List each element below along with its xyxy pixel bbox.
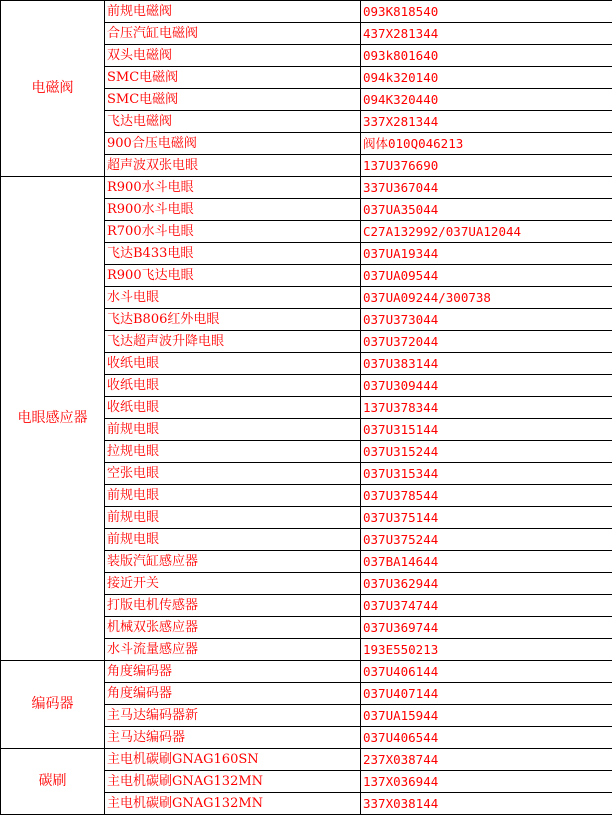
part-number-cell: 037U383144 xyxy=(361,353,612,375)
item-name-cell: R700水斗电眼 xyxy=(105,221,361,243)
part-number-cell: 037U378544 xyxy=(361,485,612,507)
item-name-cell: 角度编码器 xyxy=(105,661,361,683)
item-name-cell: 空张电眼 xyxy=(105,463,361,485)
part-number-cell: 093k801640 xyxy=(361,45,612,67)
item-name-cell: 收纸电眼 xyxy=(105,397,361,419)
part-number-cell: 037U407144 xyxy=(361,683,612,705)
item-name-cell: 飞达电磁阀 xyxy=(105,111,361,133)
part-number-cell: 037UA09544 xyxy=(361,265,612,287)
part-number-cell: 437X281344 xyxy=(361,23,612,45)
item-name-cell: 收纸电眼 xyxy=(105,375,361,397)
table-row xyxy=(1,661,612,683)
table-row xyxy=(1,749,612,771)
item-name-cell: 飞达超声波升降电眼 xyxy=(105,331,361,353)
item-name-cell: 超声波双张电眼 xyxy=(105,155,361,177)
part-number-cell: 037UA35044 xyxy=(361,199,612,221)
category-cell: 碳刷 xyxy=(1,749,105,815)
part-number-cell: 037U315344 xyxy=(361,463,612,485)
part-number-cell: 037U375144 xyxy=(361,507,612,529)
item-name-cell: 主马达编码器 xyxy=(105,727,361,749)
part-number-cell: 037U309444 xyxy=(361,375,612,397)
part-number-cell: 137X036944 xyxy=(361,771,612,793)
part-number-cell: 337U367044 xyxy=(361,177,612,199)
item-name-cell: 900合压电磁阀 xyxy=(105,133,361,155)
part-number-cell: 337X038144 xyxy=(361,793,612,815)
part-number-cell: 037U406144 xyxy=(361,661,612,683)
item-name-cell: 前规电眼 xyxy=(105,529,361,551)
item-name-cell: R900水斗电眼 xyxy=(105,199,361,221)
item-name-cell: 主电机碳刷GNAG132MN xyxy=(105,771,361,793)
parts-table-body xyxy=(1,1,612,815)
part-number-cell: 193E550213 xyxy=(361,639,612,661)
part-number-cell: 037U315144 xyxy=(361,419,612,441)
category-cell: 电磁阀 xyxy=(1,1,105,177)
item-name-cell: 前规电磁阀 xyxy=(105,1,361,23)
part-number-cell: 037UA09244/300738 xyxy=(361,287,612,309)
item-name-cell: 收纸电眼 xyxy=(105,353,361,375)
item-name-cell: 前规电眼 xyxy=(105,419,361,441)
part-number-cell: 037U375244 xyxy=(361,529,612,551)
item-name-cell: 合压汽缸电磁阀 xyxy=(105,23,361,45)
item-name-cell: 拉规电眼 xyxy=(105,441,361,463)
item-name-cell: 装版汽缸感应器 xyxy=(105,551,361,573)
item-name-cell: 接近开关 xyxy=(105,573,361,595)
part-number-cell: 093K818540 xyxy=(361,1,612,23)
item-name-cell: R900水斗电眼 xyxy=(105,177,361,199)
category-cell: 编码器 xyxy=(1,661,105,749)
item-name-cell: 机械双张感应器 xyxy=(105,617,361,639)
part-number-cell: 阀体010Q046213 xyxy=(361,133,612,155)
item-name-cell: 双头电磁阀 xyxy=(105,45,361,67)
item-name-cell: 前规电眼 xyxy=(105,485,361,507)
part-number-cell: 037UA15944 xyxy=(361,705,612,727)
part-number-cell: 037U373044 xyxy=(361,309,612,331)
item-name-cell: 角度编码器 xyxy=(105,683,361,705)
item-name-cell: SMC电磁阀 xyxy=(105,67,361,89)
item-name-cell: SMC电磁阀 xyxy=(105,89,361,111)
item-name-cell: 水斗电眼 xyxy=(105,287,361,309)
part-number-cell: 037U406544 xyxy=(361,727,612,749)
part-number-cell: 094k320140 xyxy=(361,67,612,89)
item-name-cell: 打版电机传感器 xyxy=(105,595,361,617)
part-number-cell: 037U374744 xyxy=(361,595,612,617)
part-number-cell: 094K320440 xyxy=(361,89,612,111)
part-number-cell: 037U369744 xyxy=(361,617,612,639)
item-name-cell: 主电机碳刷GNAG132MN xyxy=(105,793,361,815)
part-number-cell: 237X038744 xyxy=(361,749,612,771)
item-name-cell: 主电机碳刷GNAG160SN xyxy=(105,749,361,771)
part-number-cell: 037UA19344 xyxy=(361,243,612,265)
part-number-cell: 037U372044 xyxy=(361,331,612,353)
part-number-cell: 137U376690 xyxy=(361,155,612,177)
item-name-cell: 水斗流量感应器 xyxy=(105,639,361,661)
item-name-cell: 主马达编码器新 xyxy=(105,705,361,727)
item-name-cell: R900飞达电眼 xyxy=(105,265,361,287)
part-number-cell: C27A132992/037UA12044 xyxy=(361,221,612,243)
part-number-cell: 037BA14644 xyxy=(361,551,612,573)
category-cell: 电眼感应器 xyxy=(1,177,105,661)
table-row xyxy=(1,1,612,23)
part-number-cell: 037U315244 xyxy=(361,441,612,463)
item-name-cell: 飞达B806红外电眼 xyxy=(105,309,361,331)
part-number-cell: 337X281344 xyxy=(361,111,612,133)
part-number-cell: 137U378344 xyxy=(361,397,612,419)
table-row xyxy=(1,177,612,199)
part-number-cell: 037U362944 xyxy=(361,573,612,595)
item-name-cell: 飞达B433电眼 xyxy=(105,243,361,265)
item-name-cell: 前规电眼 xyxy=(105,507,361,529)
